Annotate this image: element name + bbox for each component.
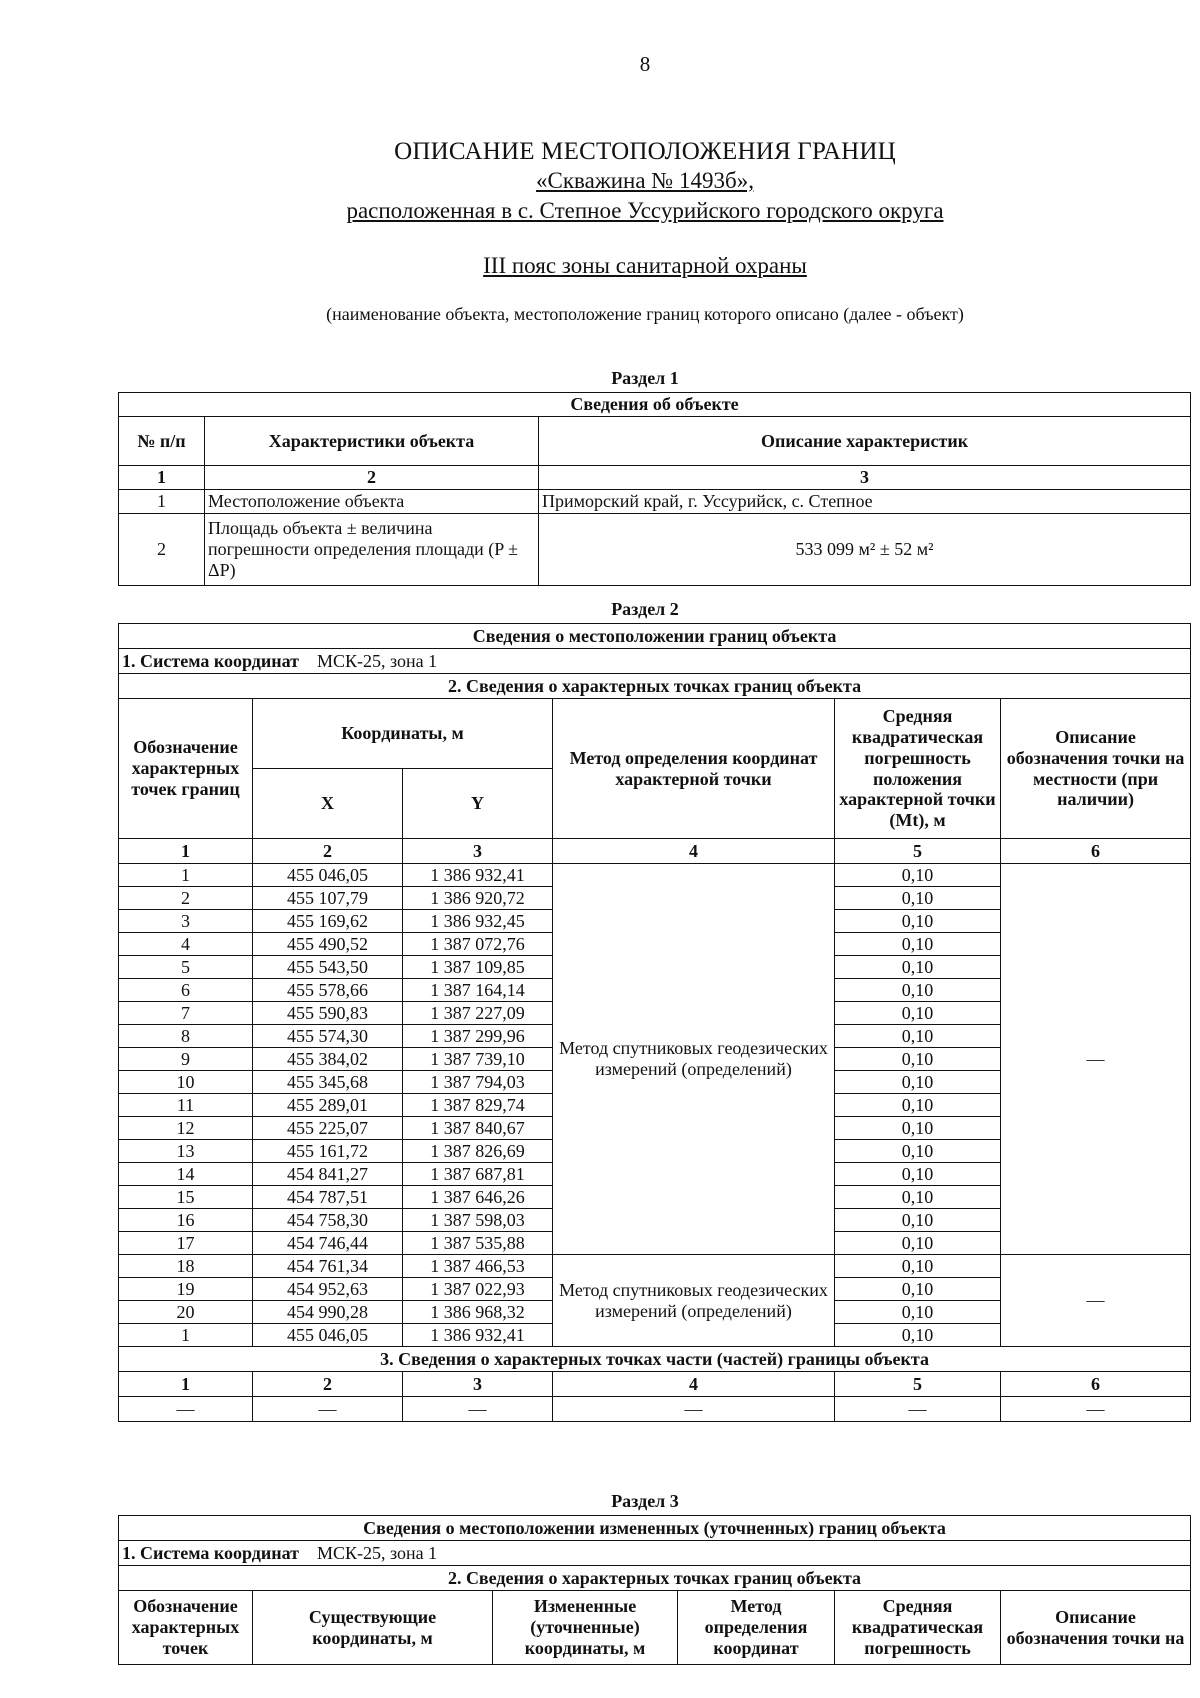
point-x: 455 578,66 (253, 979, 403, 1002)
header-mean-error: Средняя квадратическая погрешность положения характерной точки (Mt), м (835, 699, 1001, 839)
point-x: 454 761,34 (253, 1255, 403, 1278)
point-y: 1 387 687,81 (403, 1163, 553, 1186)
header-mean-error: Средняя квадратическая погрешность (835, 1591, 1001, 1665)
characteristic-value: Приморский край, г. Уссурийск, с. Степное (539, 490, 1191, 514)
point-y: 1 386 932,41 (403, 864, 553, 887)
point-mean-error: 0,10 (835, 1301, 1001, 1324)
point-number: 16 (119, 1209, 253, 1232)
boundary-points-table (118, 623, 1191, 1422)
coordinate-system-label: 1. Система координат (122, 650, 299, 671)
coordinate-system-label: 1. Система координат (122, 1542, 299, 1563)
point-number: 1 (119, 1324, 253, 1347)
col-number: 6 (1001, 839, 1191, 864)
point-mean-error: 0,10 (835, 1094, 1001, 1117)
col-number: 3 (539, 466, 1191, 490)
point-mean-error: 0,10 (835, 887, 1001, 910)
point-number: 3 (119, 910, 253, 933)
object-location-line: расположенная в с. Степное Уссурийского городского округа (346, 198, 944, 223)
empty-dash: — (835, 1397, 1001, 1422)
point-x: 455 543,50 (253, 956, 403, 979)
col-number: 2 (253, 1372, 403, 1397)
point-description-dash: — (1001, 864, 1191, 1255)
col-number: 4 (553, 839, 835, 864)
col-number: 5 (835, 839, 1001, 864)
point-y: 1 387 164,14 (403, 979, 553, 1002)
point-y: 1 387 109,85 (403, 956, 553, 979)
header-coordinates: Координаты, м (253, 699, 553, 769)
point-mean-error: 0,10 (835, 864, 1001, 887)
header-point-designation: Обозначение характерных точек (119, 1591, 253, 1665)
point-x: 455 345,68 (253, 1071, 403, 1094)
point-x: 455 107,79 (253, 887, 403, 910)
point-y: 1 387 535,88 (403, 1232, 553, 1255)
point-x: 454 841,27 (253, 1163, 403, 1186)
point-y: 1 386 932,45 (403, 910, 553, 933)
point-x: 454 990,28 (253, 1301, 403, 1324)
table-row (119, 864, 1191, 887)
point-y: 1 387 022,93 (403, 1278, 553, 1301)
method-cell: Метод спутниковых геодезических измерений (определений) (553, 1255, 835, 1347)
point-x: 455 384,02 (253, 1048, 403, 1071)
point-x: 455 490,52 (253, 933, 403, 956)
points-title: 2. Сведения о характерных точках границ объекта (119, 1566, 1191, 1591)
section1-title: Раздел 1 (611, 368, 679, 388)
point-x: 454 952,63 (253, 1278, 403, 1301)
point-mean-error: 0,10 (835, 910, 1001, 933)
point-number: 6 (119, 979, 253, 1002)
point-mean-error: 0,10 (835, 1209, 1001, 1232)
header-method: Метод определения координат (678, 1591, 835, 1665)
point-mean-error: 0,10 (835, 956, 1001, 979)
characteristic-value: 533 099 м² ± 52 м² (539, 514, 1191, 586)
empty-dash: — (553, 1397, 835, 1422)
header-description: Описание характеристик (539, 417, 1191, 466)
point-y: 1 387 598,03 (403, 1209, 553, 1232)
row-number: 1 (119, 490, 205, 514)
document-title: ОПИСАНИЕ МЕСТОПОЛОЖЕНИЯ ГРАНИЦ (394, 138, 896, 165)
header-method: Метод определения координат характерной точки (553, 699, 835, 839)
point-x: 455 574,30 (253, 1025, 403, 1048)
point-number: 4 (119, 933, 253, 956)
object-info-table (118, 392, 1191, 586)
coordinate-system-value: МСК-25, зона 1 (316, 1542, 438, 1563)
point-mean-error: 0,10 (835, 1025, 1001, 1048)
point-mean-error: 0,10 (835, 1117, 1001, 1140)
point-x: 454 758,30 (253, 1209, 403, 1232)
characteristic-name: Площадь объекта ± величина погрешности определения площади (P ± ΔP) (205, 514, 539, 586)
point-x: 455 169,62 (253, 910, 403, 933)
point-number: 13 (119, 1140, 253, 1163)
point-mean-error: 0,10 (835, 1071, 1001, 1094)
point-number: 18 (119, 1255, 253, 1278)
point-mean-error: 0,10 (835, 1324, 1001, 1347)
header-y: Y (403, 769, 553, 839)
point-x: 455 161,72 (253, 1140, 403, 1163)
point-y: 1 386 968,32 (403, 1301, 553, 1324)
empty-dash: — (1001, 1397, 1191, 1422)
header-point-description: Описание обозначения точки на (1001, 1591, 1191, 1665)
point-mean-error: 0,10 (835, 1278, 1001, 1301)
point-mean-error: 0,10 (835, 1232, 1001, 1255)
point-number: 9 (119, 1048, 253, 1071)
point-x: 454 746,44 (253, 1232, 403, 1255)
changed-boundaries-table (118, 1515, 1191, 1665)
point-y: 1 387 646,26 (403, 1186, 553, 1209)
point-x: 455 225,07 (253, 1117, 403, 1140)
header-point-designation: Обозначение характерных точек границ (119, 699, 253, 839)
header-characteristics: Характеристики объекта (205, 417, 539, 466)
point-mean-error: 0,10 (835, 979, 1001, 1002)
empty-dash: — (119, 1397, 253, 1422)
point-mean-error: 0,10 (835, 1140, 1001, 1163)
point-x: 454 787,51 (253, 1186, 403, 1209)
point-y: 1 387 466,53 (403, 1255, 553, 1278)
point-x: 455 289,01 (253, 1094, 403, 1117)
col-number: 3 (403, 1372, 553, 1397)
header-changed-coordinates: Измененные (уточненные) координаты, м (493, 1591, 678, 1665)
col-number: 3 (403, 839, 553, 864)
points-title: 2. Сведения о характерных точках границ объекта (119, 674, 1191, 699)
point-number: 8 (119, 1025, 253, 1048)
point-mean-error: 0,10 (835, 1002, 1001, 1025)
point-number: 1 (119, 864, 253, 887)
changed-table-title: Сведения о местоположении измененных (уточненных) границ объекта (119, 1516, 1191, 1541)
point-y: 1 387 829,74 (403, 1094, 553, 1117)
empty-dash: — (253, 1397, 403, 1422)
point-mean-error: 0,10 (835, 1186, 1001, 1209)
coordinate-system-row (119, 649, 1191, 674)
zone-name: III пояс зоны санитарной охраны (483, 253, 807, 278)
point-y: 1 387 840,67 (403, 1117, 553, 1140)
point-y: 1 386 920,72 (403, 887, 553, 910)
col-number: 6 (1001, 1372, 1191, 1397)
point-number: 7 (119, 1002, 253, 1025)
point-number: 12 (119, 1117, 253, 1140)
point-mean-error: 0,10 (835, 1048, 1001, 1071)
object-caption: (наименование объекта, местоположение границ которого описано (далее - объект) (326, 304, 964, 324)
col-number: 1 (119, 1372, 253, 1397)
point-number: 15 (119, 1186, 253, 1209)
point-y: 1 387 227,09 (403, 1002, 553, 1025)
point-y: 1 386 932,41 (403, 1324, 553, 1347)
point-number: 20 (119, 1301, 253, 1324)
object-name: «Скважина № 1493б», (536, 168, 754, 193)
section3-title: Раздел 3 (611, 1491, 679, 1511)
point-number: 14 (119, 1163, 253, 1186)
section2-title: Раздел 2 (611, 599, 679, 619)
point-y: 1 387 826,69 (403, 1140, 553, 1163)
point-x: 455 046,05 (253, 1324, 403, 1347)
coordinate-system-row (119, 1541, 1191, 1566)
point-number: 11 (119, 1094, 253, 1117)
point-y: 1 387 794,03 (403, 1071, 553, 1094)
row-number: 2 (119, 514, 205, 586)
table-row (119, 1255, 1191, 1278)
point-x: 455 046,05 (253, 864, 403, 887)
point-description-dash: — (1001, 1255, 1191, 1347)
header-x: X (253, 769, 403, 839)
point-number: 17 (119, 1232, 253, 1255)
point-number: 2 (119, 887, 253, 910)
boundary-table-title: Сведения о местоположении границ объекта (119, 624, 1191, 649)
col-number: 1 (119, 839, 253, 864)
header-existing-coordinates: Существующие координаты, м (253, 1591, 493, 1665)
col-number: 5 (835, 1372, 1001, 1397)
part-points-title: 3. Сведения о характерных точках части (частей) границы объекта (119, 1347, 1191, 1372)
col-number: 1 (119, 466, 205, 490)
object-info-table-title: Сведения об объекте (119, 393, 1191, 417)
point-y: 1 387 299,96 (403, 1025, 553, 1048)
point-x: 455 590,83 (253, 1002, 403, 1025)
col-number: 2 (253, 839, 403, 864)
point-mean-error: 0,10 (835, 1255, 1001, 1278)
empty-dash: — (403, 1397, 553, 1422)
point-mean-error: 0,10 (835, 933, 1001, 956)
point-mean-error: 0,10 (835, 1163, 1001, 1186)
coordinate-system-value: МСК-25, зона 1 (316, 650, 438, 671)
col-number: 4 (553, 1372, 835, 1397)
point-number: 5 (119, 956, 253, 979)
col-number: 2 (205, 466, 539, 490)
point-y: 1 387 739,10 (403, 1048, 553, 1071)
characteristic-name: Местоположение объекта (205, 490, 539, 514)
page-number: 8 (639, 52, 651, 76)
point-y: 1 387 072,76 (403, 933, 553, 956)
point-number: 19 (119, 1278, 253, 1301)
header-number: № п/п (119, 417, 205, 466)
method-cell: Метод спутниковых геодезических измерений (определений) (553, 864, 835, 1255)
header-point-description: Описание обозначения точки на местности (при наличии) (1001, 699, 1191, 839)
point-number: 10 (119, 1071, 253, 1094)
